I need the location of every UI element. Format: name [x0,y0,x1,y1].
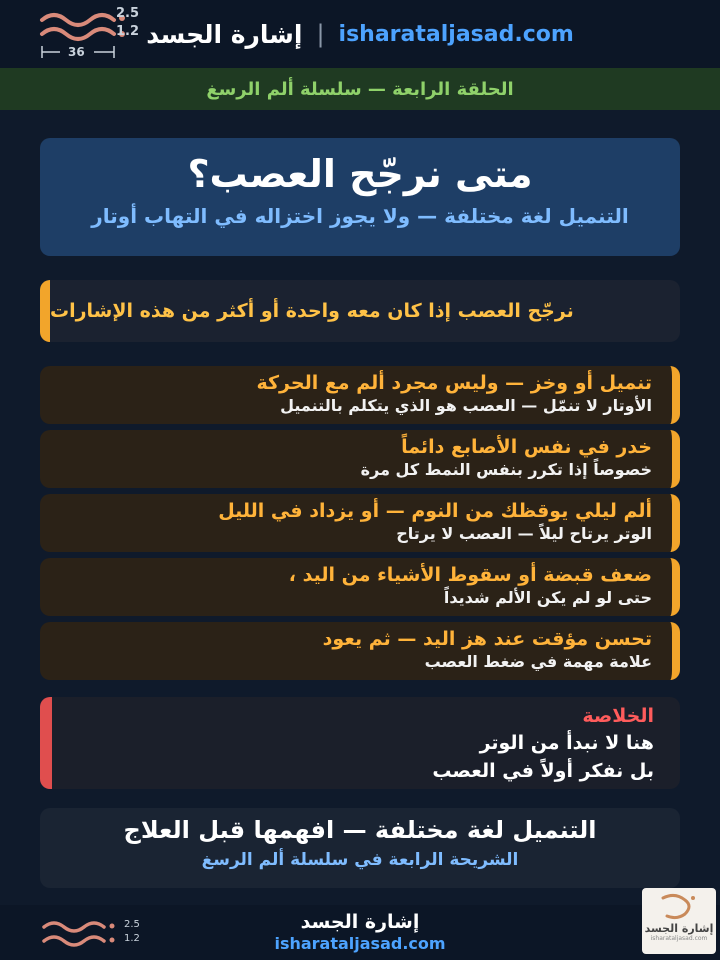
footer-logo-number-bottom: 1.2 [124,933,140,944]
logo-number-bottom: 36 [68,45,85,59]
wave-stamp-icon [655,892,703,922]
sign-card-2 [40,430,680,488]
logo-number-top: 2.5 [116,6,140,21]
footer-bar [0,905,720,960]
sign-heading: خدر في نفس الأصابع دائماً [401,436,652,458]
sign-card-4 [40,558,680,616]
sign-card-1 [40,366,680,424]
wave-logo-icon [40,917,120,951]
sign-detail: علامة مهمة في ضغط العصب [424,652,652,671]
header-separator: | [316,20,325,48]
header-bar [0,0,720,68]
logo-number-middle: 1.2 [116,24,140,39]
title-card [40,138,680,256]
closing-line-1: التنميل لغة مختلفة — افهمها قبل العلاج [123,816,597,844]
closing-card [40,808,680,888]
sign-card-5 [40,622,680,680]
sign-detail: خصوصاً إذا تكرر بنفس النمط كل مرة [360,460,652,479]
sign-card-3 [40,494,680,552]
header-site-link[interactable]: isharataljasad.com [338,21,574,47]
page-title: متى نرجّح العصب؟ [187,152,533,196]
summary-card [40,697,680,789]
episode-bar: الحلقة الرابعة — سلسلة ألم الرسغ [0,68,720,110]
summary-line-1: هنا لا نبدأ من الوتر [479,732,654,754]
closing-line-2: الشريحة الرابعة في سلسلة ألم الرسغ [201,850,519,870]
footer-site-link[interactable]: isharataljasad.com [274,934,446,953]
sign-heading: ضعف قبضة أو سقوط الأشياء من اليد ، [288,564,652,586]
stamp-site: isharataljasad.com [650,935,708,942]
sign-detail: الوتر يرتاح ليلاً — العصب لا يرتاح [396,524,652,543]
header-brand: إشارة الجسد [146,19,303,49]
sign-heading: ألم ليلي يوقظك من النوم — أو يزداد في الليل [218,500,652,522]
page-subtitle: التنميل لغة مختلفة — ولا يجوز اختزاله في التهاب أوتار [91,204,629,228]
footer-brand: إشارة الجسد [300,911,420,933]
watermark-stamp [642,888,716,954]
sign-detail: الأوتار لا تنمّل — العصب هو الذي يتكلم بالتنميل [280,396,652,415]
summary-title: الخلاصة [582,705,654,727]
intro-callout: نرجّح العصب إذا كان معه واحدة أو أكثر من هذه الإشارات [40,280,680,342]
sign-heading: تنميل أو وخز — وليس مجرد ألم مع الحركة [256,372,652,394]
summary-line-2: بل نفكر أولاً في العصب [432,760,654,782]
stamp-brand: إشارة الجسد [644,922,714,935]
sign-detail: حتى لو لم يكن الألم شديداً [443,588,652,607]
footer-logo-number-top: 2.5 [124,919,140,930]
sign-heading: تحسن مؤقت عند هز اليد — ثم يعود [322,628,652,650]
